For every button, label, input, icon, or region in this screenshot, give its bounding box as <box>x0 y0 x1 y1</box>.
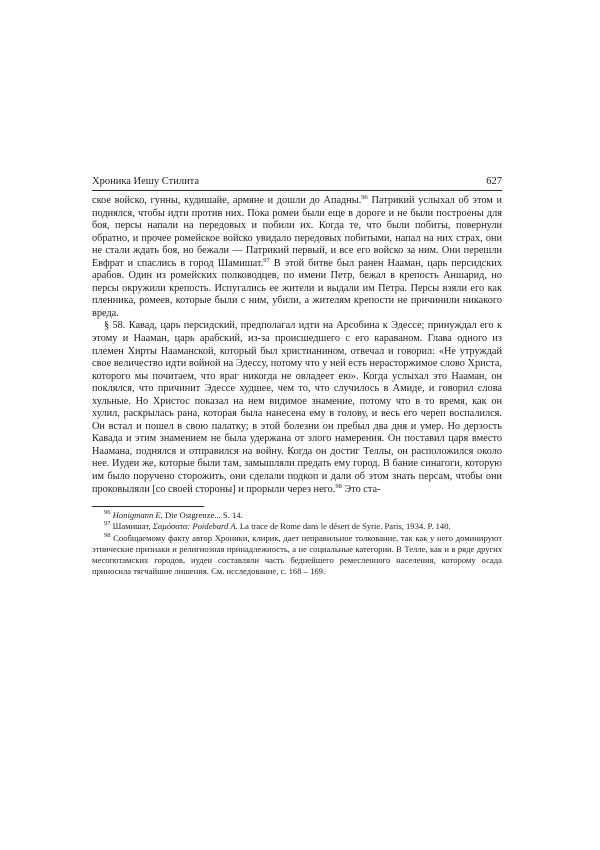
running-head <box>92 176 502 191</box>
paragraph-2-text-a: § 58. Кавад, царь персидский, предполагал идти на Арсобина к Эдессе; принуждал его к этому и Нааман, царь арабский, из-за происшедшего с его караваном. Глава одного из племен Хирты Нааманской, который был христианином, отвечал и говорил: «Не утруждай свое величество идти войной на Эдессу, потому что у ней есть нерасторжимое слово Христа, которого мы почитаем, что враг никогда не овладеет ею». Когда услыхал это Нааман, он поклялся, что причинит Эдессе худшее, чем то, что случилось в Амиде, и говорил слова хульные. Но Христос показал на нем видимое знамение, потому что в то время, как он хулил, раскрылась рана, которая была нанесена ему в голову, и весь его череп воспалился. Он встал и пошел в свою палатку; в этой болезни он пребыл два дня и умер. Но дерзость Кавада и этим знамением не была удержана от злого намерения. Он поставил царя вместо Наамана, поднялся и отправился на войну. Когда он достиг Теллы, он расположился около нее. Иудеи же, которые были там, замышляли предать ему город. В бание синагоги, которую им было поручено сторожить, они сделали подкоп и дали об этом знать персам, чтобы они проковыляли [со своей стороны] и прорыли через него. <box>92 320 502 495</box>
paragraph-1-text-b: Патрикий услыхал об этом и поднялся, чтобы идти против них. Пока ромеи были еще в дороге и не были построены для боя, персы напали на передовых и побили их. Когда те, что были побиты, повернули обратно, и прочее ромейское войско увидало передовых побитыми, напал на них страх, они не стали ждать боя, но бежали — Патрикий первый, и все его войско за ним. Они перешли Евфрат и спаслись в город Шамишат. <box>92 195 503 269</box>
paragraph-1-text-c: В этой битве был ранен Нааман, царь персидских арабов. Один из ромейских полководцев, по имени Петр, бежал в крепость Аншарид, но персы окружили крепость. Испугались ее жители и выдали им Петра. Персы взяли его как пленника, ромеев, которые были с ним, убили, а жителям крепости не причинили никакого вреда. <box>92 257 502 319</box>
footnotes <box>92 510 502 577</box>
footnote-text: La trace de Rome dans le désert de Syrie. Paris, 1934. P. 140. <box>237 521 451 532</box>
page-number: 627 <box>486 176 502 187</box>
body-text <box>92 195 502 496</box>
running-head-title: Хроника Иешу Стилита <box>92 176 200 187</box>
footnote-number: 96 <box>104 509 111 517</box>
footnote-author: Honigmann E. <box>112 510 163 521</box>
page-content <box>92 176 502 577</box>
footnote-number: 98 <box>104 531 111 539</box>
paragraph-1-text-a: ское войско, гунны, кудишайе, армяне и дошли до Ападны. <box>92 195 362 206</box>
footnote-text: Шамишат, <box>110 521 153 532</box>
footnote-ref-97: 97 <box>263 256 270 264</box>
footnote-ref-98: 98 <box>335 482 342 490</box>
paragraph-1 <box>92 195 502 320</box>
paragraph-2 <box>92 320 502 496</box>
paragraph-2-text-b: Это ста- <box>341 483 381 495</box>
footnote-rule <box>92 506 204 507</box>
footnote-greek-term: Σαμόσατα: <box>152 521 191 532</box>
footnote-96 <box>92 510 502 521</box>
footnote-ref-96: 96 <box>361 194 368 201</box>
footnote-97 <box>92 521 502 532</box>
footnote-98 <box>92 533 502 578</box>
footnote-text: Сообщаемому факту автор Хроники, клирик, дает неправильное толкование, так как у него доминируют этнические признаки и религиозная принадлежность, а не социальные категории. В Телле, как и в ряде других месопотамских городов, иудеи составляли часть беднейшего ремесленного населения, которому осада приносила тягчайшие лишения. См. исследование, с. 168 – 169. <box>92 532 502 577</box>
footnote-author: Poidebard A. <box>190 521 238 532</box>
footnote-number: 97 <box>104 520 111 528</box>
footnote-text: Die Ostgrenze... S. 14. <box>162 510 243 521</box>
